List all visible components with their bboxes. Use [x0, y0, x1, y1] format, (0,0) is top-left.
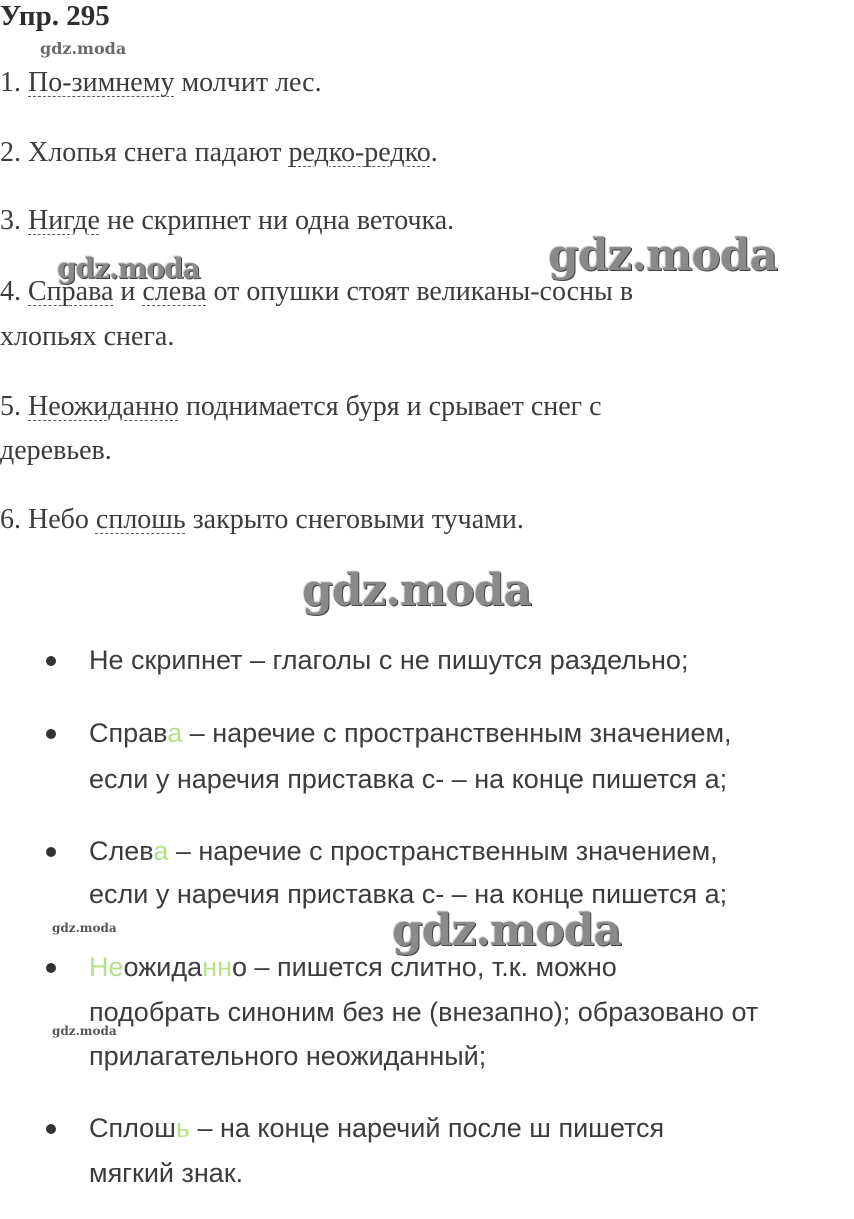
- sentence-text: закрыто снеговыми тучами.: [185, 504, 524, 535]
- sentence-text: Небо: [28, 504, 96, 535]
- watermark: gdz.moda: [57, 252, 200, 285]
- bullet-icon: [46, 656, 56, 666]
- note-text: – на конце наречий после ш пишется: [189, 1113, 665, 1143]
- bullet-icon: [46, 1124, 56, 1134]
- highlighted-letter: ь: [175, 1113, 190, 1143]
- note-1-line-1: Не скрипнет – глаголы с не пишутся раздельно;: [89, 645, 689, 675]
- sentence-2: [0, 136, 438, 170]
- highlighted-letter: а: [167, 718, 183, 748]
- note-5-line-1: [89, 1111, 664, 1145]
- sentence-number: 5.: [0, 391, 21, 422]
- note-5-line-2: мягкий знак.: [89, 1158, 244, 1188]
- adverb-underlined: Справа: [28, 276, 114, 307]
- note-word: Слев: [89, 836, 154, 866]
- sentence-3: [0, 204, 454, 238]
- note-text: – наречие с пространственным значением,: [168, 836, 718, 866]
- sentence-text: от опушки стоят великаны-сосны в: [206, 276, 634, 307]
- sentence-number: 1.: [0, 67, 21, 98]
- note-word: ожида: [123, 952, 203, 982]
- watermark: gdz.moda: [52, 921, 117, 935]
- bullet-icon: [46, 847, 56, 857]
- adverb-underlined: слева: [142, 276, 207, 307]
- sentence-text: поднимается буря и срывает снег с: [178, 391, 602, 422]
- highlighted-letter: нн: [202, 952, 232, 982]
- note-word: Справ: [89, 718, 168, 748]
- highlighted-letter: а: [153, 836, 169, 866]
- adverb-underlined: редко-редко: [288, 137, 431, 168]
- sentence-number: 3.: [0, 205, 21, 236]
- exercise-title: Упр. 295: [0, 0, 110, 32]
- bullet-icon: [46, 729, 56, 739]
- adverb-underlined: Нигде: [28, 205, 100, 236]
- watermark: gdz.moda: [392, 905, 622, 956]
- sentence-number: 2.: [0, 137, 21, 168]
- note-3-line-2: если у наречия приставка с- – на конце пишется а;: [89, 879, 728, 909]
- sentence-4: [0, 275, 633, 309]
- note-4-line-1: [89, 950, 617, 984]
- watermark: gdz.moda: [52, 1024, 117, 1038]
- note-3-line-1: [89, 834, 718, 868]
- note-4-line-2: подобрать синоним без не (внезапно); образовано от: [89, 997, 759, 1027]
- note-2-line-1: [89, 716, 732, 750]
- note-2-line-2: если у наречия приставка с- – на конце пишется а;: [89, 764, 728, 794]
- sentence-text: не скрипнет ни одна веточка.: [99, 205, 455, 236]
- sentence-number: 4.: [0, 276, 21, 307]
- sentence-number: 6.: [0, 504, 21, 535]
- adverb-underlined: сплошь: [95, 504, 186, 535]
- note-word: Сплош: [89, 1113, 176, 1143]
- adverb-underlined: По-зимнему: [28, 67, 175, 98]
- sentence-5: [0, 390, 602, 424]
- sentence-1: [0, 66, 322, 100]
- sentence-6: [0, 503, 524, 537]
- note-4-line-3: прилагательного неожиданный;: [89, 1041, 487, 1071]
- sentence-5-continuation: деревьев.: [0, 435, 112, 466]
- sentence-text: .: [430, 137, 438, 168]
- adverb-underlined: Неожиданно: [28, 391, 179, 422]
- sentence-text: молчит лес.: [174, 67, 322, 98]
- note-text: о – пишется слитно, т.к. можно: [231, 952, 617, 982]
- note-text: – наречие с пространственным значением,: [182, 718, 732, 748]
- watermark: gdz.moda: [40, 39, 127, 58]
- watermark: gdz.moda: [302, 565, 532, 616]
- watermark: gdz.moda: [548, 230, 778, 281]
- sentence-4-continuation: хлопьях снега.: [0, 321, 175, 352]
- sentence-text: и: [113, 276, 143, 307]
- highlighted-letter: Не: [89, 952, 124, 982]
- sentence-text: Хлопья снега падают: [28, 137, 289, 168]
- bullet-icon: [46, 963, 56, 973]
